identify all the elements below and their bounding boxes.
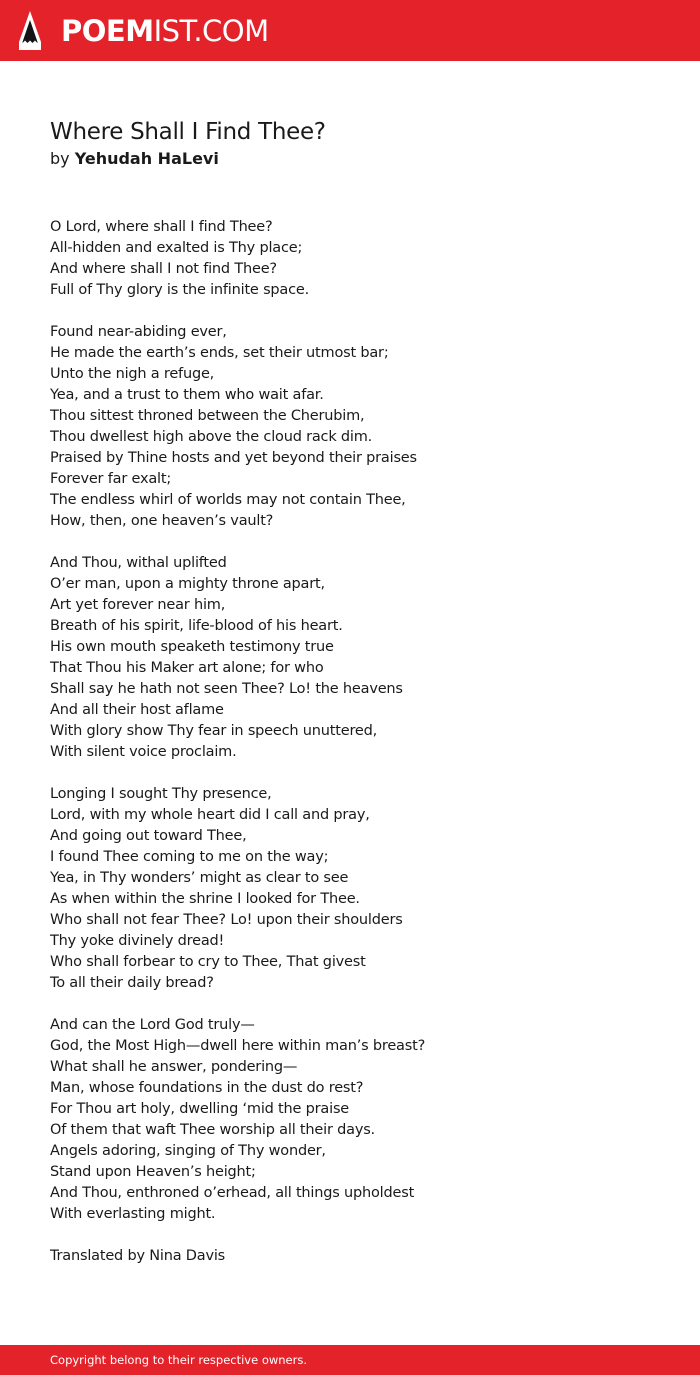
poem-line: The endless whirl of worlds may not contain Thee, xyxy=(50,492,406,508)
pencil-tip-icon xyxy=(17,10,43,52)
poem-line: His own mouth speaketh testimony true xyxy=(50,639,334,655)
poem-line: And all their host aflame xyxy=(50,702,224,718)
poem-line: For Thou art holy, dwelling ‘mid the praise xyxy=(50,1101,350,1117)
poem-line: Thou sittest throned between the Cherubim, xyxy=(50,408,365,424)
logo-text-strong: POEM xyxy=(61,13,154,48)
poem-line: To all their daily bread? xyxy=(50,975,214,991)
poem-line: And Thou, withal uplifted xyxy=(50,555,227,571)
poem-line: Yea, in Thy wonders’ might as clear to see xyxy=(50,870,349,886)
poem-line: As when within the shrine I looked for Thee. xyxy=(50,891,360,907)
site-header xyxy=(0,0,700,61)
byline xyxy=(50,148,650,170)
poem-line: What shall he answer, pondering— xyxy=(50,1059,298,1075)
poem-line: Thou dwellest high above the cloud rack dim. xyxy=(50,429,373,445)
poem-line: He made the earth’s ends, set their utmost bar; xyxy=(50,345,389,361)
author-name: Yehudah HaLevi xyxy=(74,149,219,168)
site-logo-text xyxy=(61,13,269,48)
poem-line: Of them that waft Thee worship all their days. xyxy=(50,1122,375,1138)
poem-line: Praised by Thine hosts and yet beyond their praises xyxy=(50,450,417,466)
poem-line: Who shall forbear to cry to Thee, That givest xyxy=(50,954,366,970)
byline-prefix: by xyxy=(50,149,70,168)
poem-body xyxy=(50,217,650,1225)
poem-line: Longing I sought Thy presence, xyxy=(50,786,272,802)
poem-line: Angels adoring, singing of Thy wonder, xyxy=(50,1143,326,1159)
poem-line: Yea, and a trust to them who wait afar. xyxy=(50,387,324,403)
poem-line: Lord, with my whole heart did I call and pray, xyxy=(50,807,370,823)
poem-line: Man, whose foundations in the dust do rest? xyxy=(50,1080,364,1096)
poem-title: Where Shall I Find Thee? xyxy=(50,119,326,145)
poem-stanza xyxy=(50,553,650,763)
poem-line: And where shall I not find Thee? xyxy=(50,261,277,277)
site-logo-link[interactable] xyxy=(17,9,269,53)
poem-stanza xyxy=(50,217,650,301)
poem-stanza xyxy=(50,322,650,532)
poem-line: Stand upon Heaven’s height; xyxy=(50,1164,256,1180)
poem-line: I found Thee coming to me on the way; xyxy=(50,849,329,865)
poem-line: And going out toward Thee, xyxy=(50,828,247,844)
poem-line: With glory show Thy fear in speech unuttered, xyxy=(50,723,378,739)
poem-line: Full of Thy glory is the infinite space. xyxy=(50,282,310,298)
poem-line: That Thou his Maker art alone; for who xyxy=(50,660,324,676)
poem-line: Shall say he hath not seen Thee? Lo! the heavens xyxy=(50,681,403,697)
poem-line: O Lord, where shall I find Thee? xyxy=(50,219,273,235)
poem-line: Unto the nigh a refuge, xyxy=(50,366,215,382)
copyright-notice: Copyright belong to their respective owners. xyxy=(50,1353,308,1367)
poem-line: Found near-abiding ever, xyxy=(50,324,227,340)
poem-line: Thy yoke divinely dread! xyxy=(50,933,225,949)
poem-stanza xyxy=(50,784,650,994)
poem-line: Art yet forever near him, xyxy=(50,597,226,613)
poem-line: Who shall not fear Thee? Lo! upon their shoulders xyxy=(50,912,403,928)
poem-line: God, the Most High—dwell here within man’s breast? xyxy=(50,1038,426,1054)
poem-content xyxy=(50,117,650,1267)
site-footer xyxy=(0,1345,700,1375)
logo-text-light: IST.COM xyxy=(153,13,269,48)
poem-line: And can the Lord God truly— xyxy=(50,1017,255,1033)
poem-line: How, then, one heaven’s vault? xyxy=(50,513,274,529)
translator-credit: Translated by Nina Davis xyxy=(50,1248,226,1264)
poem-line: With everlasting might. xyxy=(50,1206,216,1222)
poem-line: All-hidden and exalted is Thy place; xyxy=(50,240,303,256)
poem-line: And Thou, enthroned o’erhead, all things upholdest xyxy=(50,1185,415,1201)
poem-stanza xyxy=(50,1015,650,1225)
poem-line: Breath of his spirit, life-blood of his heart. xyxy=(50,618,343,634)
poem-line: O’er man, upon a mighty throne apart, xyxy=(50,576,325,592)
poem-line: Forever far exalt; xyxy=(50,471,172,487)
poem-line: With silent voice proclaim. xyxy=(50,744,237,760)
